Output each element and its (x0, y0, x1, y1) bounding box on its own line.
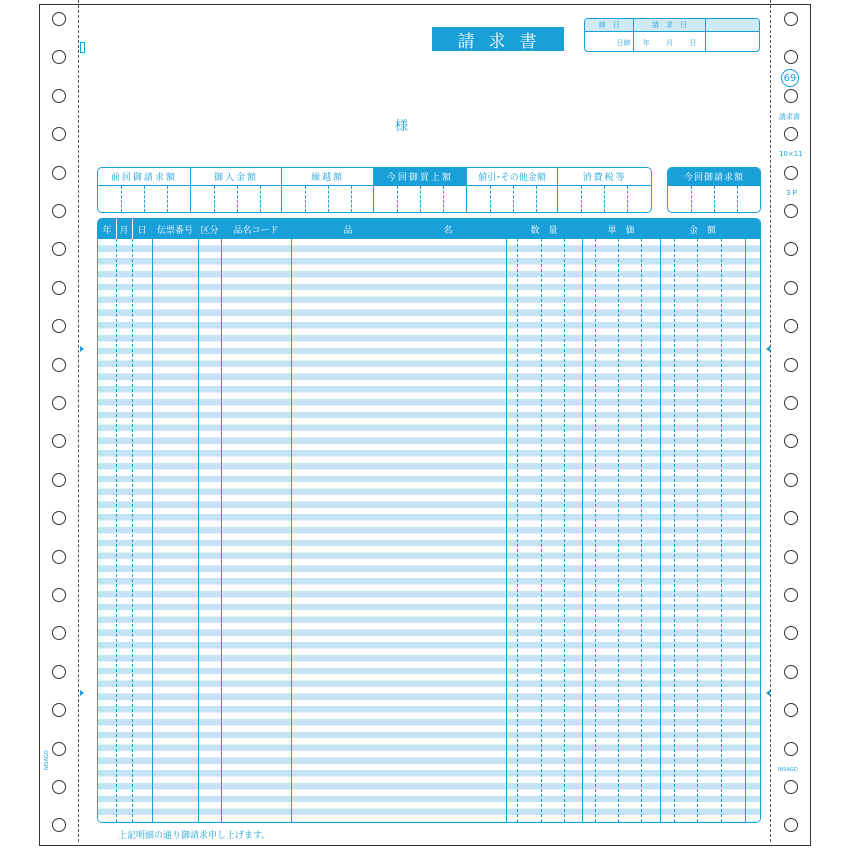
sprocket-hole (784, 281, 798, 295)
sprocket-hole (784, 473, 798, 487)
sprocket-hole (784, 12, 798, 26)
invoice-title: 請求書 (432, 27, 564, 51)
sprocket-hole (52, 473, 66, 487)
sprocket-hole (784, 780, 798, 794)
sprocket-hole (52, 396, 66, 410)
sprocket-hole (784, 742, 798, 756)
sprocket-hole (784, 588, 798, 602)
total-cell (668, 168, 760, 212)
left-perforation (78, 0, 79, 842)
sprocket-hole (52, 166, 66, 180)
sprocket-hole (784, 550, 798, 564)
date-fields (634, 32, 705, 52)
total-label: 今回御請求額 (668, 168, 760, 186)
invoice-date-label: 請 求 日 (634, 19, 705, 31)
total-box (667, 167, 761, 213)
year-unit: 年 (642, 38, 650, 47)
summary-box (97, 167, 652, 213)
marker-icon (766, 690, 770, 696)
sprocket-hole (784, 358, 798, 372)
day-unit: 日 (689, 38, 697, 47)
discount-label: 値引･その他金額 (467, 168, 558, 186)
sprocket-hole (52, 89, 66, 103)
col-amount: 金 額 (688, 225, 716, 236)
marker-icon (80, 346, 84, 352)
footer-note: 上記明細の通り御請求申し上げます。 (118, 831, 271, 841)
side-type-label: 請求書 (779, 113, 800, 121)
side-ply-label: 3 P (786, 189, 797, 197)
right-perforation (770, 0, 771, 842)
sprocket-hole (784, 89, 798, 103)
form-number-badge: 69 (781, 69, 799, 87)
blank-label (706, 19, 759, 31)
payment-label: 御入金額 (191, 168, 282, 186)
sprocket-hole (784, 396, 798, 410)
col-day: 日 (137, 225, 147, 236)
payment-cell (191, 168, 283, 212)
col-year: 年 (102, 225, 112, 236)
sprocket-hole (784, 166, 798, 180)
sprocket-hole (52, 204, 66, 218)
recipient-honorific: 様 (395, 119, 409, 134)
date-box (584, 18, 760, 52)
corner-mark (80, 42, 85, 53)
sprocket-hole (52, 550, 66, 564)
sprocket-hole (52, 358, 66, 372)
sprocket-hole (52, 665, 66, 679)
month-unit: 月 (666, 38, 674, 47)
sprocket-hole (784, 204, 798, 218)
prev-balance-cell (98, 168, 191, 212)
prev-balance-label: 前回御請求額 (98, 168, 190, 186)
purchase-label: 今回御買上額 (374, 168, 466, 186)
marker-icon (766, 346, 770, 352)
col-unit-price: 単 価 (607, 225, 635, 236)
tax-cell (558, 168, 651, 212)
closing-day-unit: 日締 (585, 32, 634, 52)
col-kubun: 区分 (200, 225, 219, 236)
col-month: 月 (119, 225, 129, 236)
purchase-cell (374, 168, 467, 212)
blank-field (706, 32, 759, 52)
detail-table (97, 218, 761, 823)
carryover-cell (282, 168, 374, 212)
discount-cell (467, 168, 559, 212)
col-slip-number: 伝票番号 (156, 225, 193, 236)
sprocket-hole (52, 780, 66, 794)
maker-logo-right: NISAGO (778, 767, 798, 773)
col-quantity: 数 量 (530, 225, 558, 236)
maker-logo-left: NISAGO (44, 750, 50, 770)
tax-label: 消費税等 (558, 168, 651, 186)
side-size-label: 10×11 (779, 150, 803, 158)
col-item-code: 品名コード (233, 225, 279, 236)
col-item-name-1: 品 (343, 225, 353, 236)
sprocket-hole (52, 281, 66, 295)
sprocket-hole (52, 742, 66, 756)
col-item-name-2: 名 (443, 225, 453, 236)
sprocket-hole (52, 588, 66, 602)
marker-icon (80, 690, 84, 696)
sprocket-hole (52, 12, 66, 26)
closing-day-label: 締 日 (585, 19, 634, 31)
sprocket-hole (784, 665, 798, 679)
carryover-label: 繰越額 (282, 168, 373, 186)
